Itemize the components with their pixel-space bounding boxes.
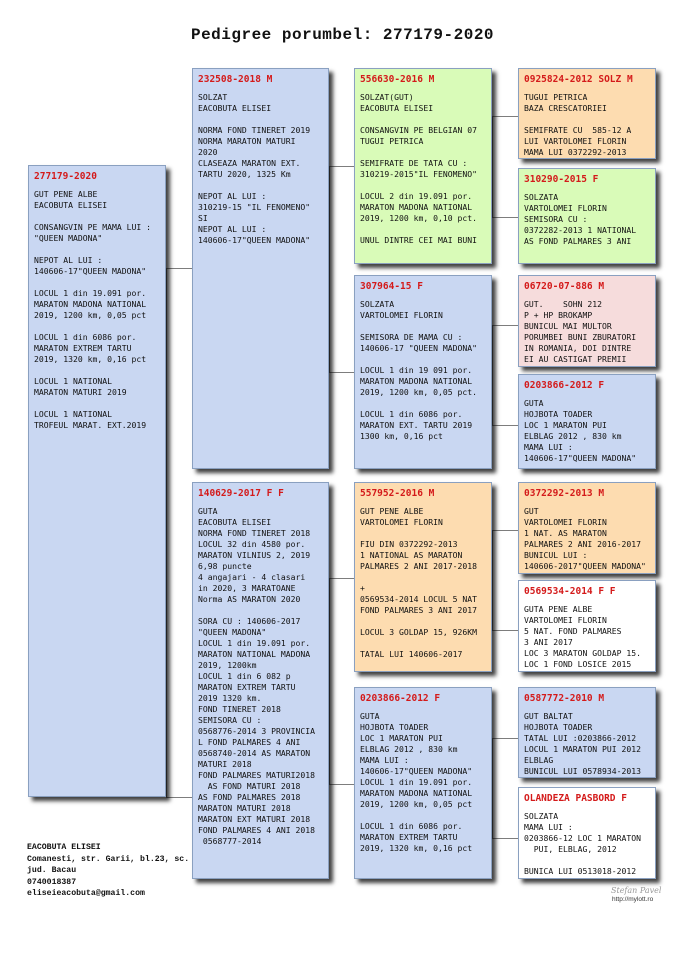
- detail-line: [360, 638, 487, 649]
- detail-line: 140606-17 "QUEEN MADONA": [360, 343, 477, 353]
- detail-line: BUNICUL MAI MULTOR: [524, 321, 612, 331]
- breeder-county: jud. Bacau: [27, 866, 77, 875]
- detail-line: AS FOND PALMARES 3 ANI: [524, 236, 632, 246]
- detail-line: MARATON EXTREM TARTU: [34, 343, 132, 353]
- pigeon-details: [198, 92, 324, 246]
- connector-line: [166, 797, 192, 798]
- pigeon-details: [524, 398, 651, 464]
- detail-line: MARATON MATURI 2019: [34, 387, 127, 397]
- detail-line: FOND PALMARES 4 ANI 2018: [198, 825, 315, 835]
- detail-line: BUNICUL LUI 0578934-2013: [524, 766, 641, 776]
- detail-line: CONSANGVIN PE MAMA LUI :: [34, 222, 151, 232]
- detail-line: BUNICUL LUI :: [524, 550, 588, 560]
- pigeon-details: [524, 299, 651, 365]
- detail-line: +: [360, 583, 365, 593]
- detail-line: SEMISORA CU :: [198, 715, 262, 725]
- detail-line: SOLZATA: [524, 811, 559, 821]
- ring-number: OLANDEZA PASBORD F: [524, 793, 627, 804]
- detail-line: 2019, 1320 km, 0,16 pct: [34, 354, 147, 364]
- detail-line: GUTA: [524, 398, 544, 408]
- ring-number: 232508-2018 M: [198, 74, 273, 85]
- ring-number: 556630-2016 M: [360, 74, 435, 85]
- detail-line: MARATON MADONA NATIONAL: [360, 788, 473, 798]
- connector-line: [329, 784, 354, 785]
- breeder-contact: [27, 842, 189, 900]
- detail-line: EACOBUTA ELISEI: [198, 103, 272, 113]
- detail-line: TATAL LUI :0203866-2012: [524, 733, 637, 743]
- detail-line: MARATON NATIONAL MADONA: [198, 649, 311, 659]
- detail-line: SOLZATA: [360, 299, 395, 309]
- detail-line: 2019, 1200 km, 0,05 pct.: [360, 387, 477, 397]
- detail-line: 6,98 puncte: [198, 561, 252, 571]
- detail-line: [360, 354, 487, 365]
- ring-number: 06720-07-886 M: [524, 281, 605, 292]
- detail-line: SOLZAT(GUT): [360, 92, 414, 102]
- detail-line: TUGUI PETRICA: [360, 136, 424, 146]
- detail-line: LOCUL 1 din 19.091 por.: [360, 777, 473, 787]
- detail-line: L FOND PALMARES 4 ANI: [198, 737, 301, 747]
- detail-line: LOC 3 MARATON GOLDAP 15.: [524, 648, 641, 658]
- pigeon-details: [198, 506, 324, 847]
- detail-line: 2019, 1200 km, 0,05 pct: [360, 799, 473, 809]
- pigeon-card-father: [192, 68, 329, 469]
- detail-line: [360, 114, 487, 125]
- connector-line: [492, 738, 493, 838]
- detail-line: 140606-2017"QUEEN MADONA": [524, 561, 646, 571]
- detail-line: LOCUL 1 MARATON PUI 2012: [524, 744, 641, 754]
- connector-line: [492, 425, 518, 426]
- detail-line: 140606-17"QUEEN MADONA": [360, 766, 473, 776]
- breeder-name: EACOBUTA ELISEI: [27, 843, 101, 852]
- detail-line: BAZA CRESCATORIEI: [524, 103, 607, 113]
- detail-line: GUT BALTAT: [524, 711, 573, 721]
- page-title: Pedigree porumbel: 277179-2020: [190, 26, 495, 44]
- ring-number: 0587772-2010 M: [524, 693, 605, 704]
- detail-line: EACOBUTA ELISEI: [360, 103, 434, 113]
- detail-line: AS FOND PALMARES 2018: [198, 792, 301, 802]
- detail-line: SOLZATA: [524, 192, 559, 202]
- detail-line: 140606-17"QUEEN MADONA": [524, 453, 637, 463]
- detail-line: 2019, 1200km: [198, 660, 257, 670]
- detail-line: [360, 224, 487, 235]
- pigeon-details: [360, 711, 487, 854]
- detail-line: FOND PALMARES 3 ANI 2017: [360, 605, 477, 615]
- detail-line: 140606-17"QUEEN MADONA": [198, 235, 311, 245]
- pigeon-details: [360, 299, 487, 442]
- detail-line: MARATON EXTREM TARTU: [360, 832, 458, 842]
- breeder-phone: 0740018387: [27, 877, 77, 887]
- pigeon-details: [360, 92, 487, 246]
- detail-line: LOC 1 MARATON PUI: [524, 420, 607, 430]
- detail-line: MARATON MADONA NATIONAL: [360, 376, 473, 386]
- detail-line: GUTA: [360, 711, 380, 721]
- connector-line: [166, 268, 167, 797]
- detail-line: HOJBOTA TOADER: [524, 722, 593, 732]
- detail-line: 2019 1320 km.: [198, 693, 262, 703]
- pigeon-details: [34, 189, 161, 431]
- ring-number: 0203866-2012 F: [524, 380, 605, 391]
- detail-line: FOND TINERET 2018: [198, 704, 281, 714]
- pigeon-card-mff: [518, 482, 656, 574]
- detail-line: VARTOLOMEI FLORIN: [524, 203, 607, 213]
- connector-line: [492, 217, 518, 218]
- detail-line: MARATON EXT. TARTU 2019: [360, 420, 473, 430]
- detail-line: PORUMBEI BUNI ZBURATORI: [524, 332, 637, 342]
- detail-line: ELBLAG 2012 , 830 km: [360, 744, 458, 754]
- pigeon-card-mfm: [518, 580, 656, 672]
- pigeon-card-ffm: [518, 168, 656, 264]
- ring-number: 140629-2017 F F: [198, 488, 284, 499]
- detail-line: [34, 211, 161, 222]
- connector-line: [492, 630, 518, 631]
- detail-line: [360, 147, 487, 158]
- detail-line: SI: [198, 213, 208, 223]
- breeder-email: eliseieacobuta@gmail.com: [27, 889, 145, 898]
- ring-number: 307964-15 F: [360, 281, 423, 292]
- detail-line: NEPOT AL LUI :: [198, 191, 267, 201]
- ring-number: 0203866-2012 F: [360, 693, 441, 704]
- detail-line: [524, 855, 651, 866]
- pigeon-card-father-father: [354, 68, 492, 264]
- detail-line: GUTA: [198, 506, 218, 516]
- breeder-address: Comanesti, str. Garii, bl.23, sc.: [27, 854, 190, 864]
- connector-line: [492, 530, 518, 531]
- detail-line: 0568777-2014: [198, 836, 262, 846]
- detail-line: 0372282-2013 1 NATIONAL: [524, 225, 637, 235]
- connector-line: [492, 116, 493, 217]
- detail-line: MAMA LUI 0372292-2013: [524, 147, 627, 157]
- detail-line: CONSANGVIN PE BELGIAN 07: [360, 125, 477, 135]
- connector-line: [492, 838, 518, 839]
- pigeon-card-fmm: [518, 374, 656, 469]
- connector-line: [492, 325, 518, 326]
- detail-line: [34, 277, 161, 288]
- detail-line: 140606-17"QUEEN MADONA": [34, 266, 147, 276]
- detail-line: 1 NAT. AS MARATON: [524, 528, 607, 538]
- detail-line: NORMA MARATON MATURI: [198, 136, 296, 146]
- detail-line: in 2020, 3 MARATOANE: [198, 583, 296, 593]
- detail-line: P + HP BROKAMP: [524, 310, 593, 320]
- ring-number: 0372292-2013 M: [524, 488, 605, 499]
- detail-line: LOC 1 MARATON PUI: [360, 733, 443, 743]
- detail-line: 5 NAT. FOND PALMARES: [524, 626, 622, 636]
- detail-line: ELBLAG: [524, 755, 554, 765]
- detail-line: [360, 398, 487, 409]
- detail-line: LOCUL 1 NATIONAL: [34, 409, 112, 419]
- detail-line: SEMISORA CU :: [524, 214, 588, 224]
- detail-line: UNUL DINTRE CEI MAI BUNI: [360, 235, 477, 245]
- detail-line: LOCUL 3 GOLDAP 15, 926KM: [360, 627, 477, 637]
- connector-line: [492, 738, 518, 739]
- detail-line: [360, 180, 487, 191]
- detail-line: LOCUL 1 din 6086 por.: [360, 821, 463, 831]
- detail-line: [34, 365, 161, 376]
- detail-line: SOLZAT: [198, 92, 228, 102]
- connector-line: [329, 578, 330, 784]
- detail-line: MARATON MATURI 2018: [198, 803, 291, 813]
- detail-line: LOCUL 1 din 6086 por.: [34, 332, 137, 342]
- detail-line: LOCUL 1 din 19.091 por.: [198, 638, 311, 648]
- detail-line: HOJBOTA TOADER: [524, 409, 593, 419]
- detail-line: PALMARES 2 ANI 2016-2017: [524, 539, 641, 549]
- detail-line: NORMA FOND TINERET 2019: [198, 125, 311, 135]
- pigeon-card-mother: [192, 482, 329, 879]
- detail-line: GUT: [524, 506, 539, 516]
- pigeon-card-mother-mother: [354, 687, 492, 879]
- detail-line: 310219-15 "IL FENOMENO": [198, 202, 311, 212]
- detail-line: VARTOLOMEI FLORIN: [360, 517, 443, 527]
- connector-line: [492, 116, 518, 117]
- connector-line: [329, 372, 354, 373]
- detail-line: IN ROMANIA, DOI DINTRE: [524, 343, 632, 353]
- detail-line: GUTA PENE ALBE: [524, 604, 593, 614]
- detail-line: PALMARES 2 ANI 2017-2018: [360, 561, 477, 571]
- detail-line: LOCUL 1 din 19.091 por.: [34, 288, 147, 298]
- detail-line: TROFEUL MARAT. EXT.2019: [34, 420, 147, 430]
- pigeon-card-mmm: [518, 787, 656, 879]
- detail-line: [34, 244, 161, 255]
- detail-line: LOCUL 1 NATIONAL: [34, 376, 112, 386]
- detail-line: LOC 1 FOND LOSICE 2015: [524, 659, 632, 669]
- detail-line: MARATON MADONA NATIONAL: [34, 299, 147, 309]
- detail-line: 3 ANI 2017: [524, 637, 573, 647]
- detail-line: MAMA LUI :: [524, 822, 573, 832]
- detail-line: 0569534-2014 LOCUL 5 NAT: [360, 594, 477, 604]
- connector-line: [329, 166, 330, 372]
- detail-line: LOCUL 32 din 4580 por.: [198, 539, 306, 549]
- detail-line: AS FOND MATURI 2018: [198, 781, 301, 791]
- detail-line: BUNICA LUI 0513018-2012: [524, 866, 637, 876]
- detail-line: MARATON MADONA NATIONAL: [360, 202, 473, 212]
- ring-number: 0569534-2014 F F: [524, 586, 616, 597]
- detail-line: VARTOLOMEI FLORIN: [524, 517, 607, 527]
- detail-line: ELBLAG 2012 , 830 km: [524, 431, 622, 441]
- detail-line: [360, 321, 487, 332]
- connector-line: [492, 530, 493, 630]
- detail-line: LOCUL 2 din 19.091 por.: [360, 191, 473, 201]
- detail-line: MARATON EXT MATURI 2018: [198, 814, 311, 824]
- detail-line: VARTOLOMEI FLORIN: [524, 615, 607, 625]
- connector-line: [166, 268, 192, 269]
- detail-line: PUI, ELBLAG, 2012: [524, 844, 617, 854]
- ring-number: 310290-2015 F: [524, 174, 599, 185]
- detail-line: [360, 616, 487, 627]
- pigeon-details: [360, 506, 487, 660]
- detail-line: MAMA LUI :: [524, 442, 573, 452]
- detail-line: 2019, 1200 km, 0,10 pct.: [360, 213, 477, 223]
- detail-line: MARATON EXTREM TARTU: [198, 682, 296, 692]
- detail-line: 0203866-12 LOC 1 MARATON: [524, 833, 641, 843]
- detail-line: VARTOLOMEI FLORIN: [360, 310, 443, 320]
- credit-url: http://mylott.ro: [612, 896, 654, 903]
- connector-line: [329, 578, 354, 579]
- detail-line: GUT PENE ALBE: [360, 506, 424, 516]
- detail-line: [360, 810, 487, 821]
- detail-line: 4 angajari - 4 clasari: [198, 572, 306, 582]
- detail-line: MATURI 2018: [198, 759, 252, 769]
- detail-line: 1300 km, 0,16 pct: [360, 431, 443, 441]
- detail-line: 2019, 1200 km, 0,05 pct: [34, 310, 147, 320]
- detail-line: 0568776-2014 3 PROVINCIA: [198, 726, 315, 736]
- detail-line: CLASEAZA MARATON EXT.: [198, 158, 301, 168]
- detail-line: SEMIFRATE DE TATA CU :: [360, 158, 468, 168]
- detail-line: NEPOT AL LUI :: [198, 224, 267, 234]
- pigeon-card-mother-father: [354, 482, 492, 672]
- pigeon-card-fff: [518, 68, 656, 159]
- detail-line: [34, 321, 161, 332]
- detail-line: EACOBUTA ELISEI: [198, 517, 272, 527]
- detail-line: "QUEEN MADONA": [198, 627, 267, 637]
- detail-line: "QUEEN MADONA": [34, 233, 103, 243]
- detail-line: 2019, 1320 km, 0,16 pct: [360, 843, 473, 853]
- detail-line: FOND PALMARES MATURI2018: [198, 770, 315, 780]
- detail-line: NORMA FOND TINERET 2018: [198, 528, 311, 538]
- detail-line: GUT. SOHN 212: [524, 299, 602, 309]
- detail-line: TATAL LUI 140606-2017: [360, 649, 463, 659]
- ring-number: 557952-2016 M: [360, 488, 435, 499]
- detail-line: LUI VARTOLOMEI FLORIN: [524, 136, 627, 146]
- detail-line: TUGUI PETRICA: [524, 92, 588, 102]
- pigeon-details: [524, 711, 651, 777]
- detail-line: MARATON VILNIUS 2, 2019: [198, 550, 311, 560]
- pigeon-details: [524, 192, 651, 247]
- detail-line: [360, 572, 487, 583]
- pigeon-card-main: [28, 165, 166, 797]
- detail-line: FIU DIN 0372292-2013: [360, 539, 458, 549]
- detail-line: LOCUL 1 din 19 091 por.: [360, 365, 473, 375]
- pigeon-card-father-mother: [354, 275, 492, 469]
- pigeon-details: [524, 811, 651, 877]
- detail-line: [360, 528, 487, 539]
- detail-line: TARTU 2020, 1325 Km: [198, 169, 291, 179]
- detail-line: 310219-2015"IL FENOMENO": [360, 169, 477, 179]
- detail-line: [198, 180, 324, 191]
- pigeon-details: [524, 604, 651, 670]
- connector-line: [329, 166, 354, 167]
- detail-line: EI AU CASTIGAT PREMII: [524, 354, 627, 364]
- detail-line: GUT PENE ALBE: [34, 189, 98, 199]
- detail-line: 1 NATIONAL AS MARATON: [360, 550, 463, 560]
- pigeon-details: [524, 92, 651, 158]
- connector-line: [492, 325, 493, 425]
- detail-line: 0568740-2014 AS MARATON: [198, 748, 311, 758]
- detail-line: 2020: [198, 147, 218, 157]
- detail-line: [198, 114, 324, 125]
- detail-line: SORA CU : 140606-2017: [198, 616, 301, 626]
- ring-number: 277179-2020: [34, 171, 97, 182]
- detail-line: LOCUL 1 din 6 082 p: [198, 671, 291, 681]
- detail-line: MAMA LUI :: [360, 755, 409, 765]
- detail-line: SEMISORA DE MAMA CU :: [360, 332, 463, 342]
- detail-line: EACOBUTA ELISEI: [34, 200, 108, 210]
- pigeon-card-fmf: [518, 275, 656, 367]
- detail-line: Norma AS MARATON 2020: [198, 594, 301, 604]
- detail-line: SEMIFRATE CU 585-12 A: [524, 125, 632, 135]
- detail-line: [34, 398, 161, 409]
- ring-number: 0925824-2012 SOLZ M: [524, 74, 633, 85]
- detail-line: NEPOT AL LUI :: [34, 255, 103, 265]
- detail-line: [198, 605, 324, 616]
- pigeon-details: [524, 506, 651, 572]
- signature-mark: Stefan Pavel: [611, 886, 662, 895]
- pigeon-card-mmf: [518, 687, 656, 778]
- detail-line: LOCUL 1 din 6086 por.: [360, 409, 463, 419]
- detail-line: [524, 114, 651, 125]
- detail-line: HOJBOTA TOADER: [360, 722, 429, 732]
